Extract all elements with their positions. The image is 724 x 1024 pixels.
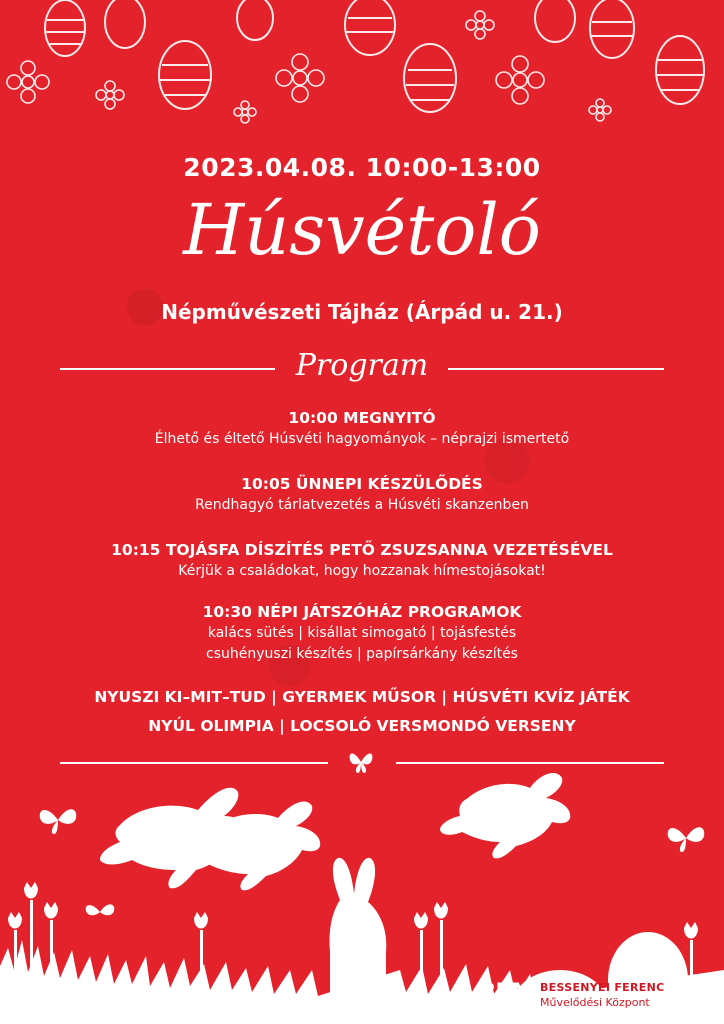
- program-item-heading: 10:05 ÜNNEPI KÉSZÜLŐDÉS: [241, 475, 483, 493]
- program-header: [60, 348, 664, 388]
- easter-egg-icon: [45, 0, 85, 56]
- program-item: [0, 540, 724, 582]
- flower-icon: [466, 11, 494, 39]
- easter-egg-icon: [105, 0, 145, 48]
- flower-icon: [589, 99, 611, 121]
- organizer-logo: [478, 978, 698, 1018]
- divider: [60, 762, 328, 764]
- program-item-line: Élhető és éltető Húsvéti hagyományok – néprajzi ismertető: [154, 431, 570, 447]
- butterfly-icon: [668, 827, 705, 852]
- easter-egg-pattern: [0, 0, 724, 140]
- flower-icon: [96, 81, 124, 109]
- flower-icon: [7, 61, 49, 103]
- program-item-heading: 10:30 NÉPI JÁTSZÓHÁZ PROGRAMOK: [202, 603, 522, 621]
- organizer-name: BESSENYEI FERENC: [540, 981, 665, 994]
- program-item-heading: 10:00 MEGNYITÓ: [288, 409, 436, 427]
- organizer-subtitle: Művelődési Központ: [540, 996, 650, 1009]
- easter-egg-icon: [345, 0, 395, 55]
- easter-egg-icon: [404, 44, 456, 112]
- logo-mark: BFMK: [478, 978, 552, 1006]
- flower-icon: [234, 101, 256, 123]
- program-item-line: Kérjük a családokat, hogy hozzanak hímestojásokat!: [178, 563, 546, 579]
- program-item: [0, 602, 724, 665]
- easter-egg-icon: [237, 0, 273, 40]
- flower-icon: [276, 54, 324, 102]
- extra-program-line: NYÚL OLIMPIA | LOCSOLÓ VERSMONDÓ VERSENY: [148, 717, 576, 735]
- easter-egg-icon: [535, 0, 575, 42]
- program-item: [0, 408, 724, 450]
- extra-program-line: NYUSZI KI–MIT–TUD | GYERMEK MŰSOR | HÚSVÉTI KVÍZ JÁTÉK: [94, 688, 630, 706]
- bunny-icon: [440, 773, 570, 858]
- butterfly-icon: [86, 904, 115, 915]
- program-item-line: Rendhagyó tárlatvezetés a Húsvéti skanzenben: [195, 497, 529, 513]
- divider: [448, 368, 664, 370]
- event-title: Húsvétoló: [183, 189, 541, 271]
- divider: [396, 762, 664, 764]
- program-item-line: kalács sütés | kisállat simogató | tojásfestés: [207, 625, 517, 641]
- butterfly-icon: [40, 809, 77, 834]
- program-item: [0, 474, 724, 516]
- event-venue: Népművészeti Tájház (Árpád u. 21.): [161, 300, 563, 324]
- easter-egg-icon: [656, 36, 704, 104]
- event-datetime: 2023.04.08. 10:00-13:00: [183, 153, 541, 182]
- easter-egg-icon: [590, 0, 634, 58]
- program-label: Program: [295, 348, 429, 383]
- extra-programs: [0, 683, 724, 741]
- bottom-divider: [60, 752, 664, 772]
- flower-icon: [496, 56, 544, 104]
- easter-egg-icon: [159, 41, 211, 109]
- program-item-line: csuhényuszi készítés | papírsárkány készítés: [206, 646, 518, 662]
- program-item-heading: 10:15 TOJÁSFA DÍSZÍTÉS PETŐ ZSUZSANNA VEZETÉSÉVEL: [111, 541, 613, 559]
